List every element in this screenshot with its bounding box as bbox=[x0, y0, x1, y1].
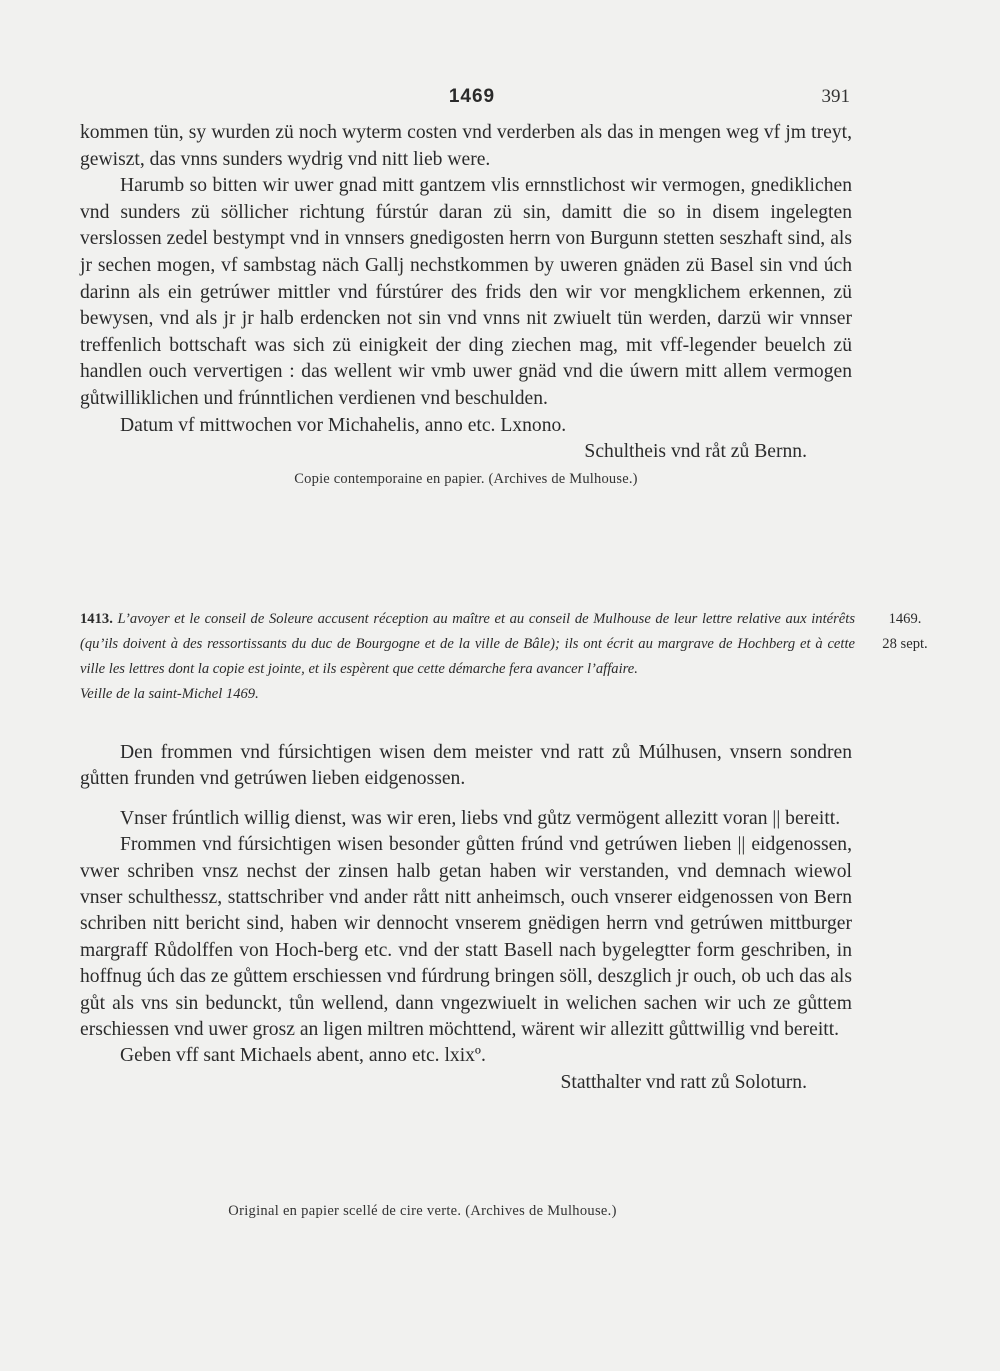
page-number: 391 bbox=[821, 86, 850, 107]
letter-signature: Statthalter vnd ratt zů Soloturn. bbox=[560, 1071, 807, 1093]
letter-date: Geben vff sant Michaels abent, anno etc. lxixº. bbox=[120, 1045, 486, 1067]
first-letter-signature: Schultheis vnd råt zů Bernn. bbox=[584, 441, 807, 463]
source-note: Copie contemporaine en papier. (Archives de Mulhouse.) bbox=[294, 470, 638, 487]
letter-greeting: Vnser frúntlich willig dienst, was wir eren, liebs vnd gůtz vermögent allezitt voran || bereitt. bbox=[120, 807, 841, 829]
margin-date bbox=[870, 607, 940, 657]
entry-number: 1413. bbox=[80, 611, 113, 627]
closing-source-note: Original en papier scellé de cire verte. (Archives de Mulhouse.) bbox=[228, 1203, 617, 1219]
first-letter-paragraph: Harumb so bitten wir uwer gnad mitt gantzem vlis ernnstlichost wir vermogen, gnediklichen vnd sunders zü söllicher richtung fúrstúr daran zü sin, damitt die so in disem ingelegten verslossen zedel bestympt vnd in vnnsers gnedigosten herrn von Burgunn stetten seszhaft sind, als jr sechen mogen, vf sambstag näch Gallj nechstkommen by uweren gnäden zü Basel sin vnd úch darinn als ein getrúwer mittler vnd fúrstúrer des frids den wir vor mengklichem erkennen, zü bewysen, vnd als jr jr halb erdencken not sin vnd vnns nit zwiuelt tün werden, darzü wir vnnser treffenlich bottschaft was sich zü einigkeit der ding ziechen mag, mit vff-legender beuelch zü handlen ouch ververtigen : das wellent wir vmb uwer gnäd vnd die úwern mitt allem vermogen gůtwilliklichen und frúnntlichen verdienen vnd beschulden. bbox=[80, 175, 852, 409]
first-letter-paragraph: kommen tün, sy wurden zü noch wyterm costen vnd verderben als das in mengen weg vf jm treyt, gewiszt, das vnns sunders wydrig vnd nitt lieb were. bbox=[80, 122, 852, 170]
entry-summary bbox=[80, 607, 855, 707]
second-letter bbox=[80, 740, 852, 1096]
letter-address: Den frommen vnd fúrsichtigen wisen dem meister vnd ratt zů Múlhusen, vnsern sondren gůtten frunden vnd getrúwen lieben eidgenossen. bbox=[80, 742, 852, 790]
entry-summary-text: L’avoyer et le conseil de Soleure accusent réception au maître et au conseil de Mulhouse de leur lettre relative aux intérêts (qu’ils doivent à des ressortissants du duc de Bourgogne et de la ville de Bâle); ils ont écrit au margrave de Hochberg et à cette ville les lettres dont la copie est jointe, et ils espèrent que cette démarche fera avancer l’affaire. bbox=[80, 611, 855, 677]
margin-day: 28 sept. bbox=[882, 636, 928, 652]
entry-dated: Veille de la saint-Michel 1469. bbox=[80, 686, 259, 702]
first-letter bbox=[80, 120, 852, 492]
margin-year: 1469. bbox=[888, 611, 922, 627]
first-letter-date: Datum vf mittwochen vor Michahelis, anno etc. Lxnono. bbox=[120, 414, 567, 436]
letter-body: Frommen vnd fúrsichtigen wisen besonder gůtten frúnd vnd getrúwen lieben || eidgenossen, vwer schriben vnsz nechst der zinsen halb getan haben wir verstanden, vnd demnach wiewol vnser schulthessz, stattschriber vnd ander rått nitt anheimsch, ouch vnserer eidgenossen von Bern schriben nitt bericht sind, haben wir dennocht vnserem gnëdigen herrn vnd getrúwen mittburger margraff Růdolffen von Hoch-berg etc. vnd der statt Basell nach bygelegtter form geschriben, in hoffnug úch das ze gůttem erschiessen vnd fúrdrung bringen söll, deszglich jr ouch, ob uch das als gůt als vns sin bedunckt, tůn wellend, dann vngezwiuelt in welichen sachen wir uch ze gůttem erschiessen vnd uwer grosz an ligen miltren möchttend, wärent wir allezitt gůttwillig vnd bereitt. bbox=[80, 834, 852, 1041]
page-header-year: 1469 bbox=[448, 86, 496, 107]
